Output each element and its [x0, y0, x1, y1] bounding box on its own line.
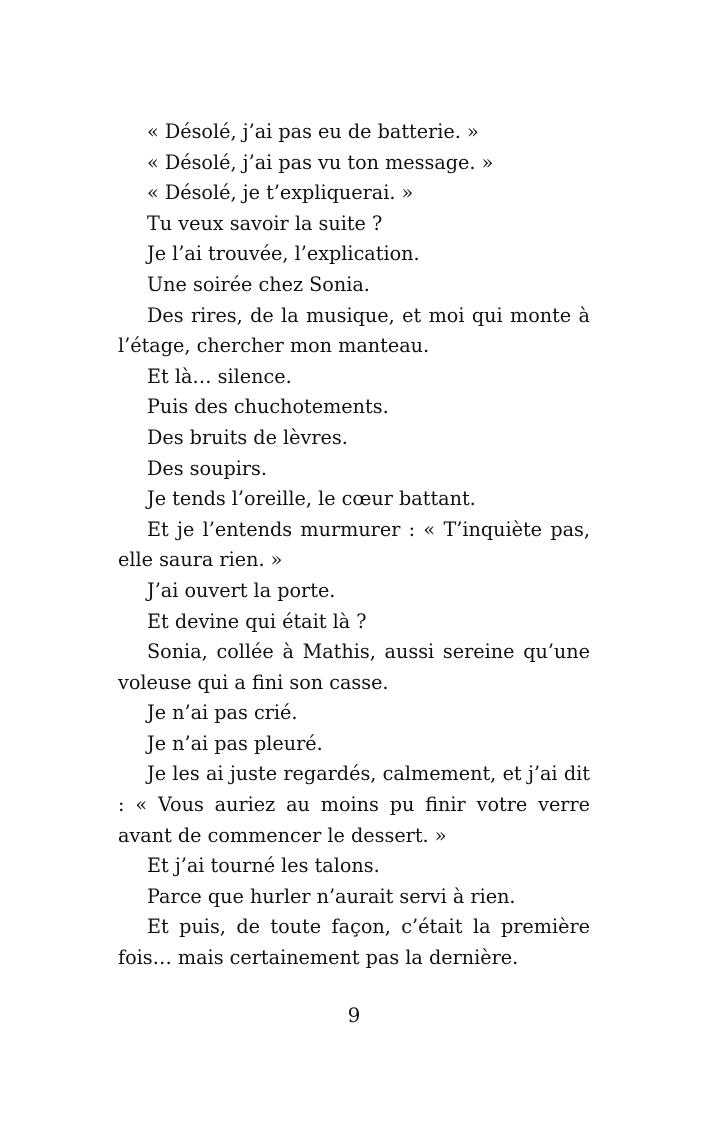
paragraph: Parce que hurler n’aurait servi à rien. — [147, 884, 516, 908]
paragraph: Je tends l’oreille, le cœur battant. — [147, 487, 476, 511]
paragraph: Et devine qui était là ? — [147, 609, 367, 633]
page-number: 9 — [347, 1003, 361, 1027]
paragraph: Et je l’entends murmurer : « T’inquiète pas, elle saura rien. » — [118, 517, 590, 572]
paragraph: Et j’ai tourné les talons. — [147, 854, 380, 878]
paragraph: Des soupirs. — [147, 456, 267, 480]
paragraph: Tu veux savoir la suite ? — [147, 211, 383, 235]
paragraph: Puis des chuchotements. — [147, 395, 389, 419]
paragraph: « Désolé, je t’expliquerai. » — [147, 181, 414, 205]
paragraph: Des bruits de lèvres. — [147, 425, 348, 449]
paragraph: « Désolé, j’ai pas eu de batterie. » — [147, 120, 479, 143]
paragraph: J’ai ouvert la porte. — [147, 578, 336, 602]
paragraph: Et puis, de toute façon, c’était la première fois… mais certainement pas la dernière. — [118, 915, 590, 970]
body-text — [118, 117, 590, 974]
paragraph: Je n’ai pas crié. — [147, 701, 298, 725]
paragraph: Je l’ai trouvée, l’explication. — [147, 242, 420, 266]
paragraph: Une soirée chez Sonia. — [147, 272, 370, 296]
paragraph: Je les ai juste regardés, calmement, et j’ai dit : « Vous auriez au moins pu finir votre verre avant de commencer le dessert. » — [118, 762, 590, 847]
paragraph: Sonia, collée à Mathis, aussi sereine qu’une voleuse qui a fini son casse. — [118, 640, 590, 694]
paragraph: Je n’ai pas pleuré. — [147, 731, 323, 755]
paragraph: Des rires, de la musique, et moi qui monte à l’étage, chercher mon manteau. — [118, 303, 590, 358]
paragraph: « Désolé, j’ai pas vu ton message. » — [147, 150, 494, 174]
paragraph: Et là… silence. — [147, 364, 292, 388]
